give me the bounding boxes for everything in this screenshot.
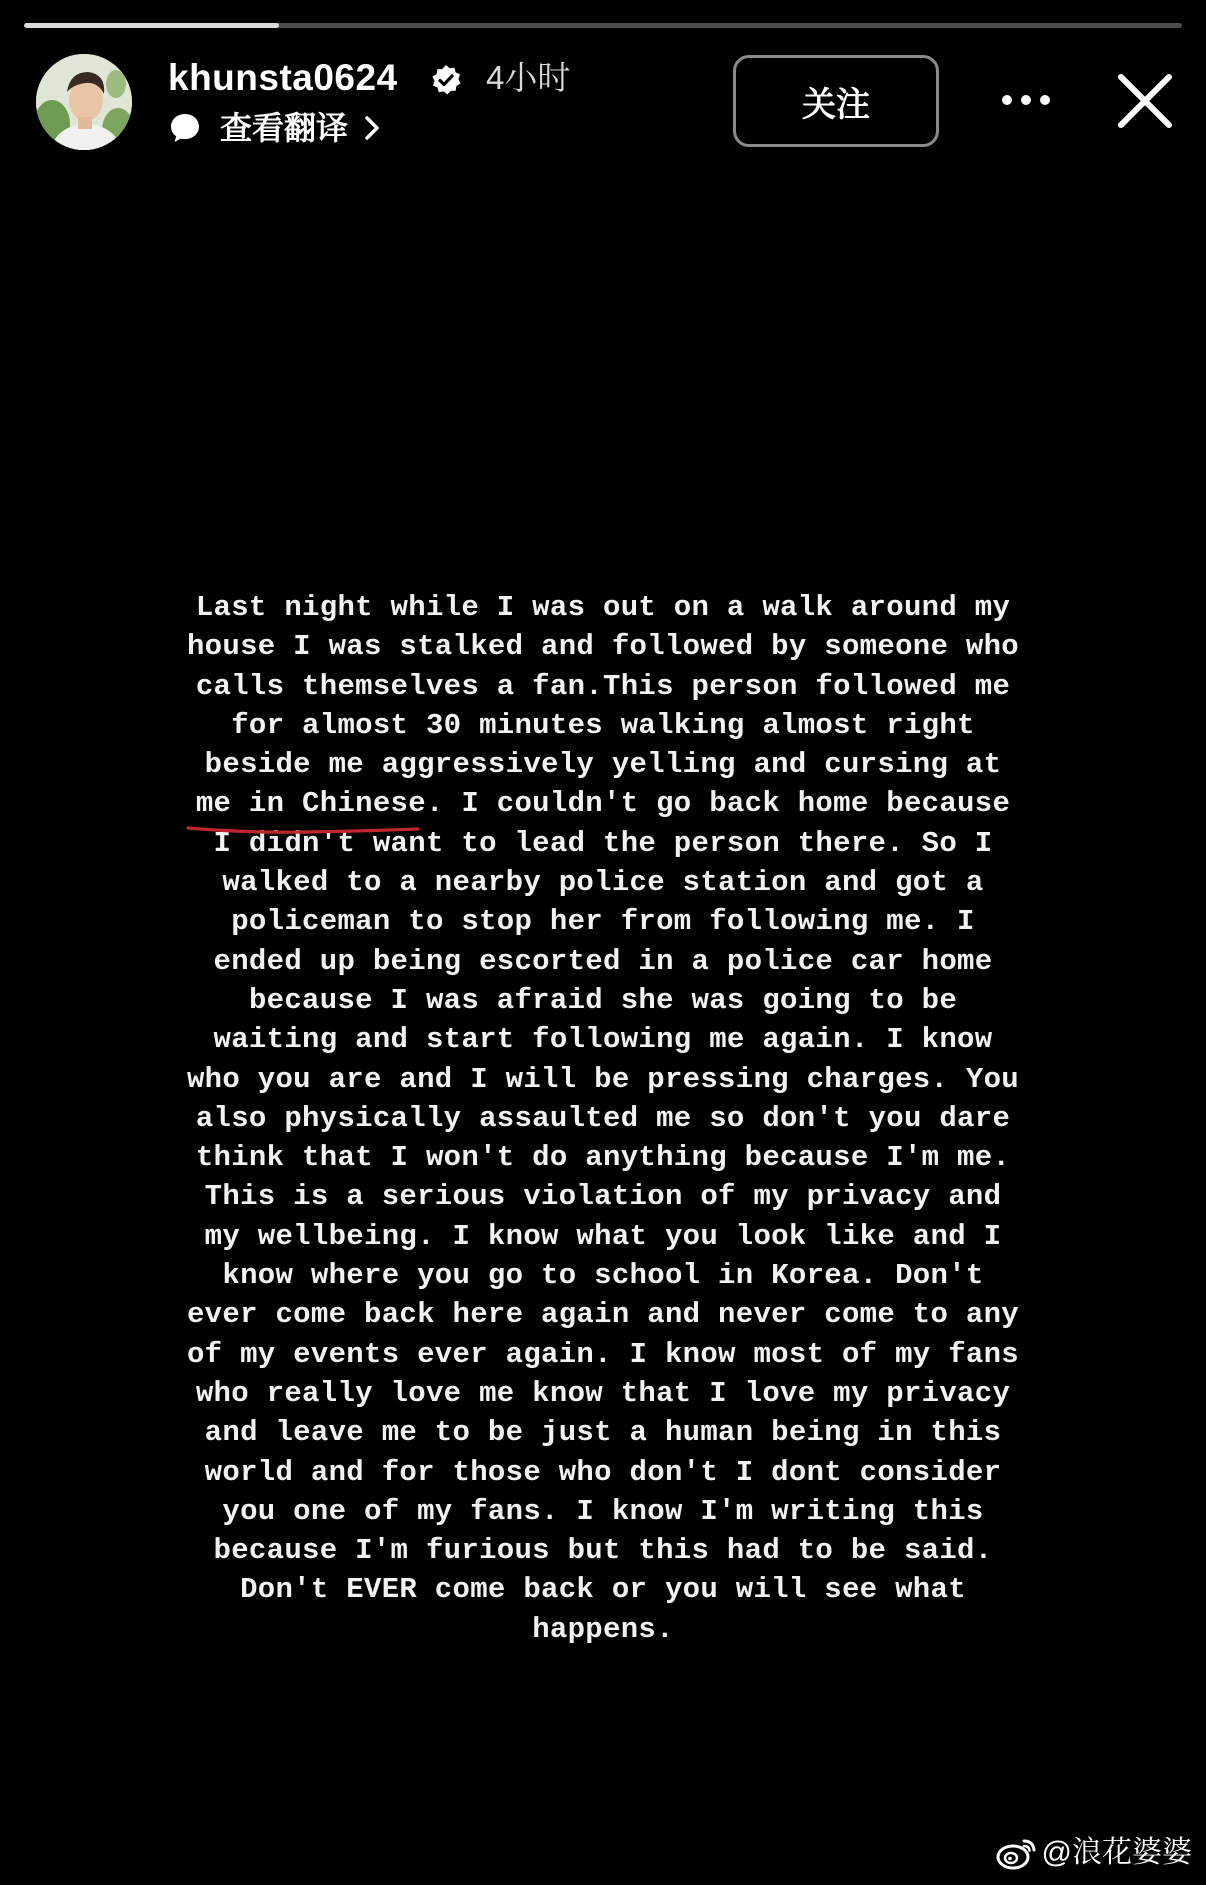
- see-translation-label: 查看翻译: [220, 110, 349, 146]
- story-progress-bar: [24, 23, 1182, 28]
- weibo-watermark: [996, 1833, 1192, 1873]
- story-header: [0, 50, 1206, 160]
- weibo-icon: [996, 1835, 1038, 1871]
- verified-badge-icon: [430, 64, 462, 96]
- story-text: Last night while I was out on a walk around my house I was stalked and followed by someone who calls themselves a fan.This person followed me for almost 30 minutes walking almost right beside me aggressively yelling and cursing at me in Chinese. I couldn't go back home because I didn't want to lead the person there. So I walked to a nearby police station and got a policeman to stop her from following me. I ended up being escorted in a police car home because I was afraid she was going to be waiting and start following me again. I know who you are and I will be pressing charges. You also physically assaulted me so don't you dare think that I won't do anything because I'm me. This is a serious violation of my privacy and my wellbeing. I know what you look like and I know where you go to school in Korea. Don't ever come back here again and never come to any of my events ever again. I know most of my fans who really love me know that I love my privacy and leave me to be just a human being in this world and for those who don't I dont consider you one of my fans. I know I'm writing this because I'm furious but this had to be said. Don't EVER come back or you will see what happens.: [186, 591, 1020, 1646]
- see-translation-link[interactable]: [168, 106, 382, 150]
- watermark-text: @浪花婆婆: [1041, 1836, 1192, 1869]
- username[interactable]: khunsta0624: [168, 57, 398, 98]
- red-underline-annotation: [186, 824, 420, 836]
- follow-button[interactable]: 关注: [733, 55, 939, 147]
- translate-bubble-icon: [168, 111, 202, 145]
- avatar[interactable]: [36, 54, 132, 150]
- post-time: 4小时: [486, 59, 571, 96]
- more-dots-icon: [1001, 94, 1051, 106]
- story-progress-fill: [24, 23, 279, 28]
- chevron-right-icon: [362, 115, 382, 141]
- avatar-image: [36, 54, 132, 150]
- more-options-button[interactable]: [996, 74, 1056, 126]
- close-icon: [1115, 71, 1175, 131]
- close-button[interactable]: [1112, 68, 1178, 134]
